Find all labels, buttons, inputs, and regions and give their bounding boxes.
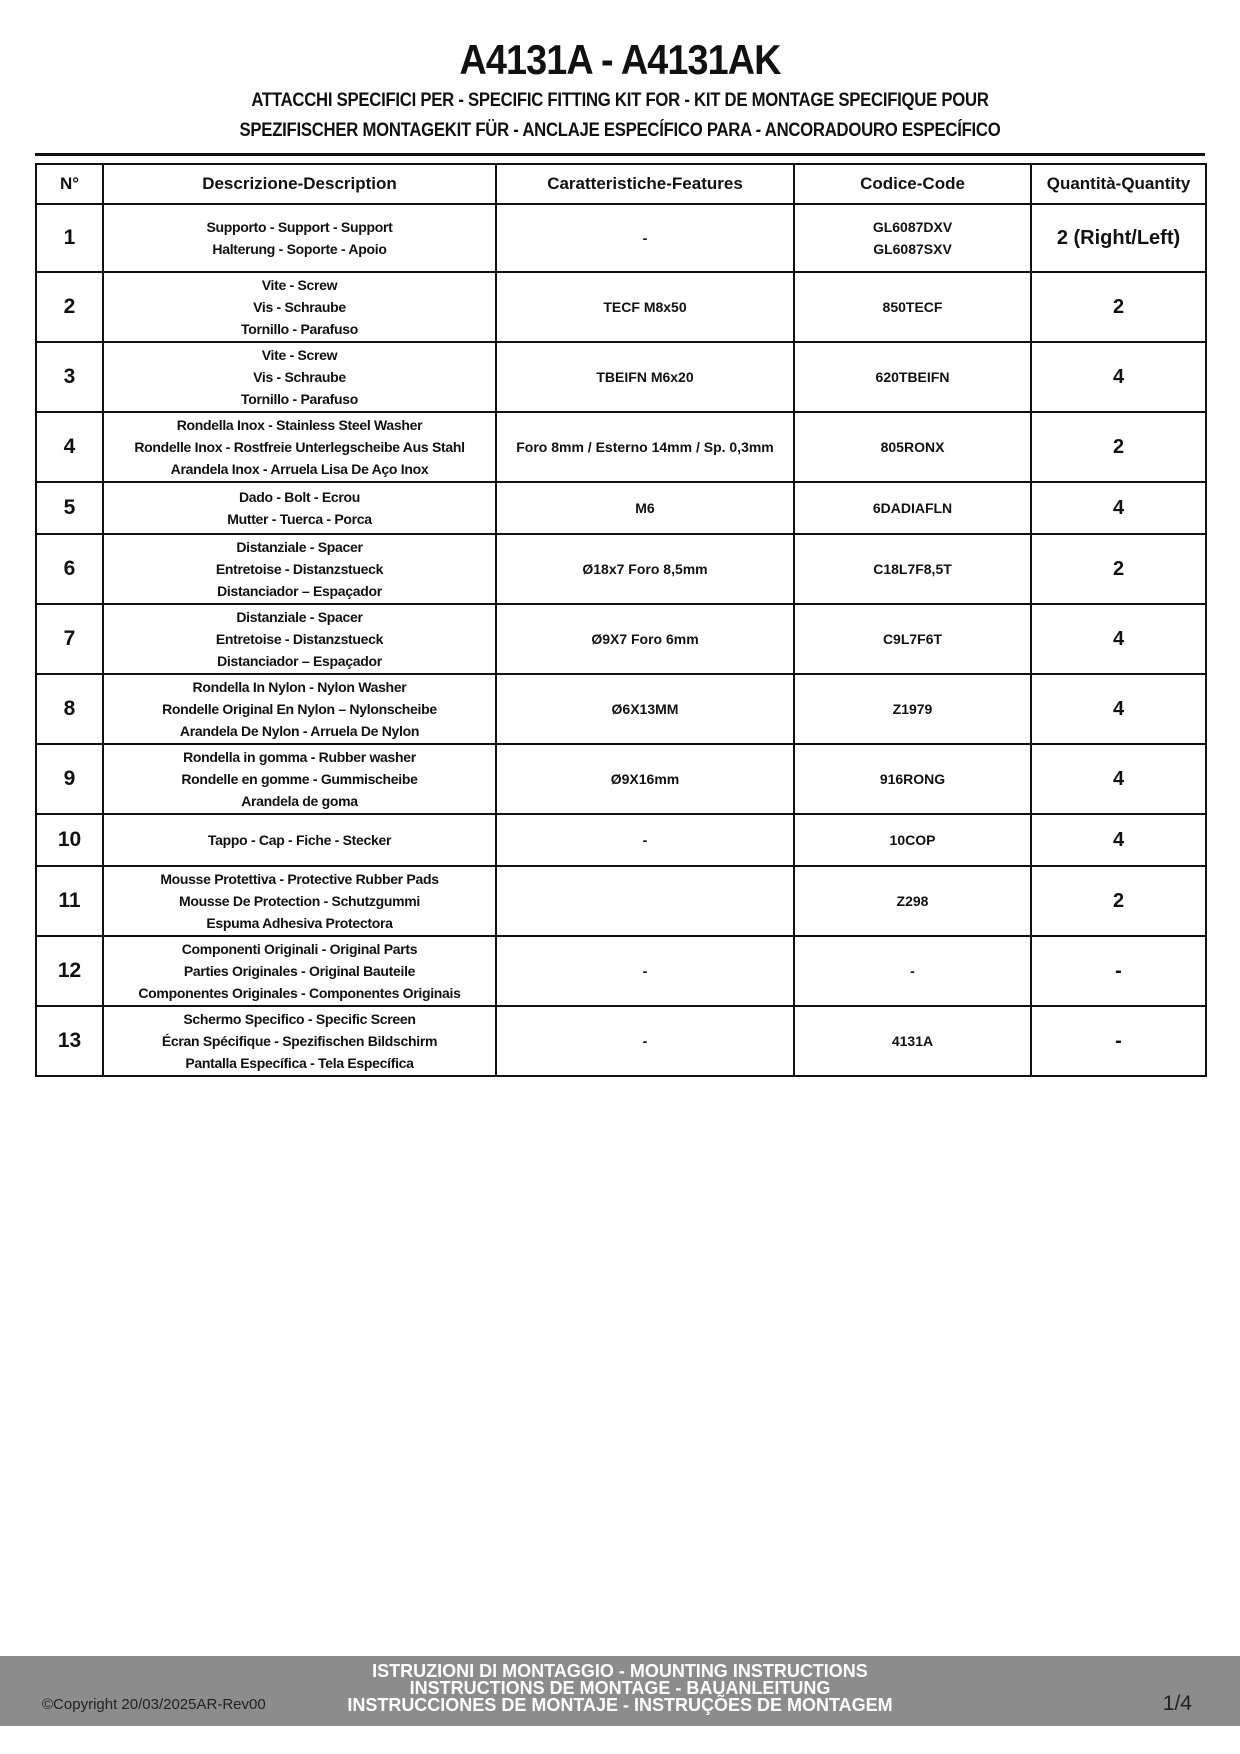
row-quantity: 4 bbox=[1031, 674, 1206, 744]
row-features: Ø6X13MM bbox=[496, 674, 794, 744]
column-header-description: Descrizione-Description bbox=[103, 164, 496, 204]
row-code bbox=[794, 674, 1031, 744]
column-header-quantity: Quantità-Quantity bbox=[1031, 164, 1206, 204]
row-number: 7 bbox=[36, 604, 103, 674]
row-quantity: 4 bbox=[1031, 744, 1206, 814]
table-row bbox=[36, 342, 1206, 412]
description-line: Vis - Schraube bbox=[253, 299, 346, 315]
row-code bbox=[794, 1006, 1031, 1076]
row-features: - bbox=[496, 814, 794, 866]
row-features bbox=[496, 866, 794, 936]
description-line: Dado - Bolt - Ecrou bbox=[238, 489, 361, 505]
table-row bbox=[36, 674, 1206, 744]
description-line: Entretoise - Distanzstueck bbox=[215, 561, 384, 577]
description-line: Rondelle Original En Nylon – Nylonscheibe bbox=[162, 701, 437, 717]
description-line: Componenti Originali - Original Parts bbox=[181, 941, 418, 957]
description-line: Pantalla Específica - Tela Específica bbox=[185, 1055, 414, 1071]
row-number: 8 bbox=[36, 674, 103, 744]
code-line: 620TBEIFN bbox=[875, 369, 950, 385]
row-number: 13 bbox=[36, 1006, 103, 1076]
parts-table-body bbox=[36, 204, 1206, 1076]
row-code bbox=[794, 744, 1031, 814]
row-features: Ø9X7 Foro 6mm bbox=[496, 604, 794, 674]
parts-table bbox=[35, 163, 1207, 1077]
column-header-number: N° bbox=[36, 164, 103, 204]
code-line: 6DADIAFLN bbox=[872, 500, 953, 516]
row-features: TECF M8x50 bbox=[496, 272, 794, 342]
description-line: Mutter - Tuerca - Porca bbox=[227, 511, 372, 527]
table-row bbox=[36, 272, 1206, 342]
row-description bbox=[103, 866, 496, 936]
row-description bbox=[103, 272, 496, 342]
description-line: Vite - Screw bbox=[261, 347, 338, 363]
row-number: 4 bbox=[36, 412, 103, 482]
description-line: Arandela Inox - Arruela Lisa De Aço Inox bbox=[170, 461, 429, 477]
description-line: Tappo - Cap - Fiche - Stecker bbox=[207, 832, 392, 848]
column-header-code: Codice-Code bbox=[794, 164, 1031, 204]
row-quantity: 2 bbox=[1031, 866, 1206, 936]
row-description bbox=[103, 482, 496, 534]
row-number: 10 bbox=[36, 814, 103, 866]
code-line: Z1979 bbox=[892, 701, 933, 717]
row-quantity: 4 bbox=[1031, 342, 1206, 412]
description-line: Rondelle en gomme - Gummischeibe bbox=[181, 771, 418, 787]
description-line: Halterung - Soporte - Apoio bbox=[212, 241, 387, 257]
page-number: 1/4 bbox=[1162, 1692, 1192, 1715]
row-features: - bbox=[496, 1006, 794, 1076]
code-line: Z298 bbox=[896, 893, 929, 909]
description-line: Distanciador – Espaçador bbox=[217, 653, 382, 669]
row-number: 9 bbox=[36, 744, 103, 814]
row-code bbox=[794, 342, 1031, 412]
description-line: Arandela de goma bbox=[241, 793, 358, 809]
subtitle-line-2: SPEZIFISCHER MONTAGEKIT FÜR - ANCLAJE ESPECÍFICO PARA - ANCORADOURO ESPECÍFICO bbox=[239, 120, 1001, 141]
row-description bbox=[103, 534, 496, 604]
description-line: Supporto - Support - Support bbox=[206, 219, 393, 235]
row-number: 1 bbox=[36, 204, 103, 272]
document-title: A4131A - A4131AK bbox=[459, 36, 781, 83]
table-row bbox=[36, 814, 1206, 866]
row-description bbox=[103, 1006, 496, 1076]
description-line: Arandela De Nylon - Arruela De Nylon bbox=[179, 723, 420, 739]
row-code bbox=[794, 412, 1031, 482]
table-row bbox=[36, 534, 1206, 604]
row-features: TBEIFN M6x20 bbox=[496, 342, 794, 412]
row-number: 2 bbox=[36, 272, 103, 342]
row-description bbox=[103, 674, 496, 744]
row-number: 11 bbox=[36, 866, 103, 936]
row-description bbox=[103, 936, 496, 1006]
row-code bbox=[794, 866, 1031, 936]
row-number: 12 bbox=[36, 936, 103, 1006]
row-number: 6 bbox=[36, 534, 103, 604]
code-line: 4131A bbox=[891, 1033, 934, 1049]
description-line: Vis - Schraube bbox=[253, 369, 346, 385]
row-code bbox=[794, 814, 1031, 866]
table-row bbox=[36, 204, 1206, 272]
row-features: Ø18x7 Foro 8,5mm bbox=[496, 534, 794, 604]
row-features: - bbox=[496, 936, 794, 1006]
description-line: Rondella in gomma - Rubber washer bbox=[183, 749, 416, 765]
code-line: 850TECF bbox=[882, 299, 943, 315]
description-line: Distanciador – Espaçador bbox=[217, 583, 382, 599]
row-features: - bbox=[496, 204, 794, 272]
description-line: Parties Originales - Original Bauteile bbox=[183, 963, 416, 979]
table-row bbox=[36, 412, 1206, 482]
row-features: Ø9X16mm bbox=[496, 744, 794, 814]
row-description bbox=[103, 412, 496, 482]
code-line: GL6087SXV bbox=[873, 241, 952, 257]
table-row bbox=[36, 936, 1206, 1006]
description-line: Mousse De Protection - Schutzgummi bbox=[178, 893, 421, 909]
description-line: Mousse Protettiva - Protective Rubber Pads bbox=[160, 871, 439, 887]
row-description bbox=[103, 204, 496, 272]
description-line: Espuma Adhesiva Protectora bbox=[206, 915, 393, 931]
copyright-text: ©Copyright 20/03/2025AR-Rev00 bbox=[42, 1696, 266, 1713]
description-line: Distanziale - Spacer bbox=[236, 609, 363, 625]
row-quantity: 4 bbox=[1031, 814, 1206, 866]
row-quantity: 2 bbox=[1031, 412, 1206, 482]
row-quantity: 4 bbox=[1031, 482, 1206, 534]
row-quantity: 2 (Right/Left) bbox=[1031, 204, 1206, 272]
row-quantity: 2 bbox=[1031, 534, 1206, 604]
row-quantity: - bbox=[1031, 1006, 1206, 1076]
row-features: Foro 8mm / Esterno 14mm / Sp. 0,3mm bbox=[496, 412, 794, 482]
row-description bbox=[103, 814, 496, 866]
description-line: Componentes Originales - Componentes Originais bbox=[138, 985, 461, 1001]
code-line: C18L7F8,5T bbox=[873, 561, 952, 577]
description-line: Rondella Inox - Stainless Steel Washer bbox=[176, 417, 423, 433]
row-code bbox=[794, 272, 1031, 342]
row-features: M6 bbox=[496, 482, 794, 534]
description-line: Tornillo - Parafuso bbox=[241, 321, 358, 337]
row-code bbox=[794, 204, 1031, 272]
table-row bbox=[36, 604, 1206, 674]
footer-line-3: INSTRUCCIONES DE MONTAJE - INSTRUÇÕES DE MONTAGEM bbox=[347, 1695, 893, 1715]
column-header-features: Caratteristiche-Features bbox=[496, 164, 794, 204]
description-line: Distanziale - Spacer bbox=[236, 539, 363, 555]
table-row bbox=[36, 744, 1206, 814]
description-line: Rondella In Nylon - Nylon Washer bbox=[192, 679, 407, 695]
footer-bar bbox=[0, 1656, 1240, 1726]
row-quantity: 4 bbox=[1031, 604, 1206, 674]
table-header-row bbox=[36, 164, 1206, 204]
row-description bbox=[103, 604, 496, 674]
footer-line-2: INSTRUCTIONS DE MONTAGE - BAUANLEITUNG bbox=[409, 1678, 831, 1698]
code-line: - bbox=[910, 963, 915, 979]
description-line: Rondelle Inox - Rostfreie Unterlegscheibe Aus Stahl bbox=[134, 439, 465, 455]
description-line: Entretoise - Distanzstueck bbox=[215, 631, 384, 647]
row-quantity: 2 bbox=[1031, 272, 1206, 342]
subtitle-line-1: ATTACCHI SPECIFICI PER - SPECIFIC FITTING KIT FOR - KIT DE MONTAGE SPECIFIQUE POUR bbox=[251, 90, 989, 111]
row-description bbox=[103, 744, 496, 814]
code-line: 916RONG bbox=[879, 771, 946, 787]
row-quantity: - bbox=[1031, 936, 1206, 1006]
description-line: Vite - Screw bbox=[261, 277, 338, 293]
row-code bbox=[794, 604, 1031, 674]
table-row bbox=[36, 866, 1206, 936]
table-row bbox=[36, 1006, 1206, 1076]
footer-line-1: ISTRUZIONI DI MONTAGGIO - MOUNTING INSTRUCTIONS bbox=[372, 1661, 868, 1681]
row-code bbox=[794, 534, 1031, 604]
code-line: 805RONX bbox=[880, 439, 945, 455]
row-number: 3 bbox=[36, 342, 103, 412]
code-line: C9L7F6T bbox=[882, 631, 943, 647]
row-code bbox=[794, 482, 1031, 534]
description-line: Tornillo - Parafuso bbox=[241, 391, 358, 407]
code-line: 10COP bbox=[889, 832, 936, 848]
header-divider bbox=[35, 153, 1205, 156]
row-code bbox=[794, 936, 1031, 1006]
code-line: GL6087DXV bbox=[872, 219, 953, 235]
row-description bbox=[103, 342, 496, 412]
row-number: 5 bbox=[36, 482, 103, 534]
description-line: Écran Spécifique - Spezifischen Bildschirm bbox=[161, 1033, 438, 1049]
description-line: Schermo Specifico - Specific Screen bbox=[183, 1011, 416, 1027]
table-row bbox=[36, 482, 1206, 534]
